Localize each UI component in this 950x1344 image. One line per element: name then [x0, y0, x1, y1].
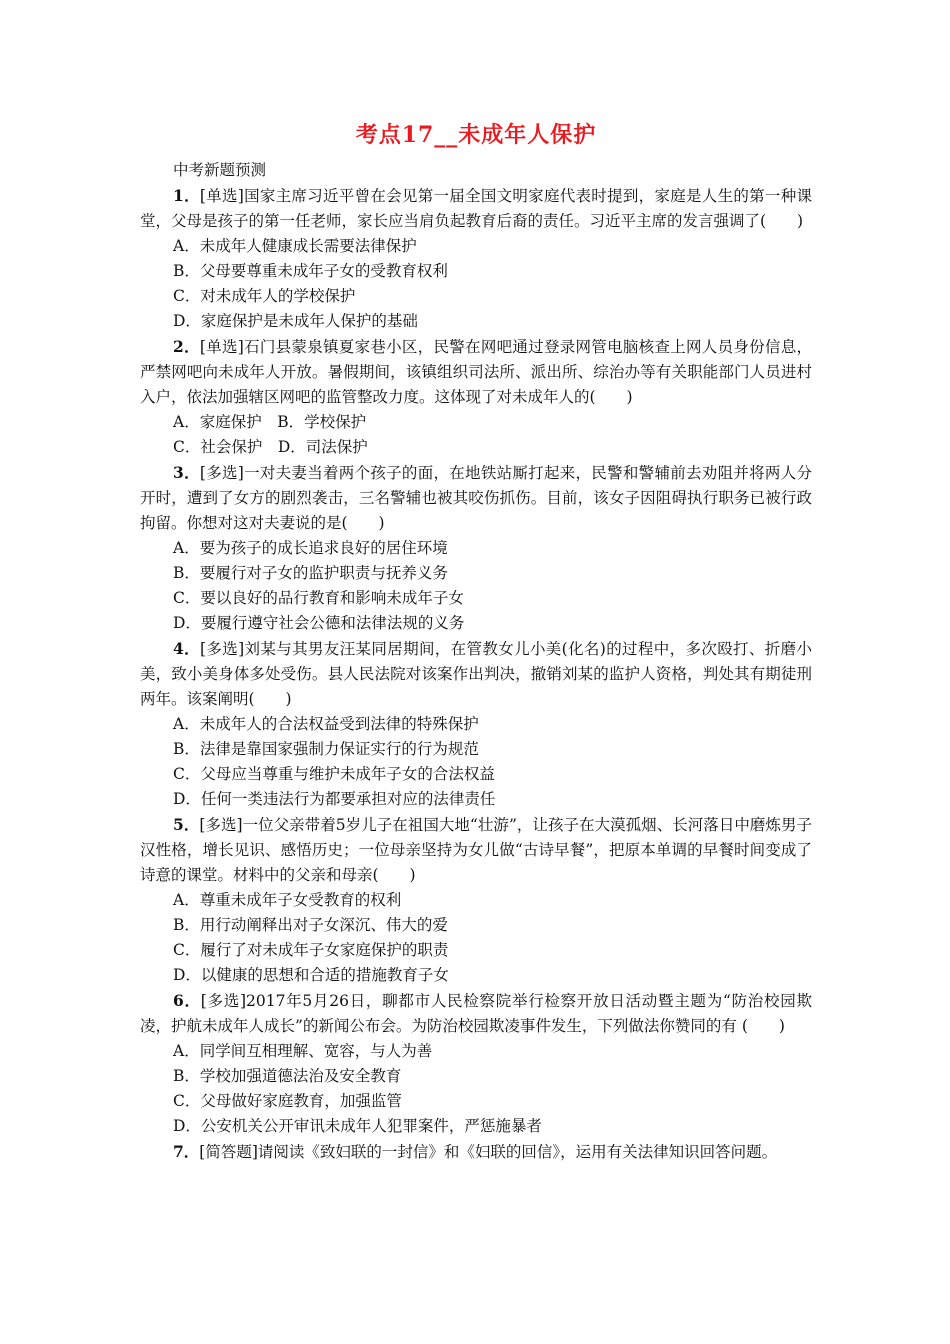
document-page	[140, 118, 812, 1165]
option-b: B．法律是靠国家强制力保证实行的行为规范	[173, 740, 479, 758]
option-d: D．家庭保护是未成年人保护的基础	[173, 312, 418, 330]
question-number: 1．	[173, 186, 200, 205]
option-d: D．以健康的思想和合适的措施教育子女	[173, 966, 449, 984]
question-6	[140, 988, 812, 1139]
question-number: 4．	[173, 639, 200, 658]
question-stem: [单选]石门县蒙泉镇夏家巷小区，民警在网吧通过登录网管电脑核查上网人员身份信息，严禁网吧向未成年人开放。暑假期间，该镇组织司法所、派出所、综治办等有关职能部门人员进村入户，依法加强辖区网吧的监管整改力度。这体现了对未成年人的( )	[140, 338, 812, 406]
question-stem: [多选]刘某与其男友汪某同居期间，在管教女儿小美(化名)的过程中，多次殴打、折磨小美，致小美身体多处受伤。县人民法院对该案作出判决，撤销刘某的监护人资格，判处其有期徒刑两年。该案阐明( )	[140, 640, 812, 708]
question-1	[140, 183, 812, 334]
option-ab: A．家庭保护 B．学校保护	[173, 413, 367, 431]
option-a: A．未成年人健康成长需要法律保护	[173, 237, 417, 255]
option-c: C．父母应当尊重与维护未成年子女的合法权益	[173, 765, 495, 783]
option-b: B．要履行对子女的监护职责与抚养义务	[173, 564, 448, 582]
page-title: 考点17__未成年人保护	[355, 122, 597, 148]
question-number: 3．	[173, 463, 200, 482]
option-d: D．要履行遵守社会公德和法律法规的义务	[173, 614, 465, 632]
option-c: C．对未成年人的学校保护	[173, 287, 356, 305]
question-number: 6．	[173, 991, 201, 1010]
question-2	[140, 334, 812, 460]
section-heading: 中考新题预测	[173, 161, 267, 179]
option-c: C．履行了对未成年子女家庭保护的职责	[173, 941, 449, 959]
option-d: D．任何一类违法行为都要承担对应的法律责任	[173, 790, 496, 808]
question-stem: [简答题]请阅读《致妇联的一封信》和《妇联的回信》，运用有关法律知识回答问题。	[199, 1143, 778, 1161]
option-a: A．尊重未成年子女受教育的权利	[173, 891, 402, 909]
question-number: 2．	[173, 337, 200, 356]
question-stem: [多选]一对夫妻当着两个孩子的面，在地铁站厮打起来，民警和警辅前去劝阻并将两人分开时，遭到了女方的剧烈袭击，三名警辅也被其咬伤抓伤。目前，该女子因阻碍执行职务已被行政拘留。你想对这对夫妻说的是( )	[140, 464, 812, 532]
question-3	[140, 460, 812, 636]
question-5	[140, 812, 812, 988]
question-stem: [多选]一位父亲带着5岁儿子在祖国大地“壮游”，让孩子在大漠孤烟、长河落日中磨炼男子汉性格，增长见识、感悟历史；一位母亲坚持为女儿做“古诗早餐”，把原本单调的早餐时间变成了诗意的课堂。材料中的父亲和母亲( )	[140, 816, 812, 884]
question-stem: [多选]2017年5月26日，聊都市人民检察院举行检察开放日活动暨主题为“防治校园欺凌，护航未成年人成长”的新闻公布会。为防治校园欺凌事件发生，下列做法你赞同的有 ( )	[140, 992, 812, 1035]
option-a: A．同学间互相理解、宽容，与人为善	[173, 1042, 433, 1060]
option-b: B．学校加强道德法治及安全教育	[173, 1067, 402, 1085]
option-a: A．未成年人的合法权益受到法律的特殊保护	[173, 715, 479, 733]
option-b: B．用行动阐释出对子女深沉、伟大的爱	[173, 916, 448, 934]
question-number: 5．	[173, 815, 200, 834]
option-b: B．父母要尊重未成年子女的受教育权利	[173, 262, 448, 280]
question-7	[140, 1139, 812, 1165]
question-stem: [单选]国家主席习近平曾在会见第一届全国文明家庭代表时提到，家庭是人生的第一种课堂，父母是孩子的第一任老师，家长应当肩负起教育后裔的责任。习近平主席的发言强调了( )	[140, 187, 812, 230]
question-number: 7．	[173, 1142, 200, 1161]
option-a: A．要为孩子的成长追求良好的居住环境	[173, 539, 448, 557]
option-cd: C．社会保护 D．司法保护	[173, 438, 368, 456]
option-c: C．父母做好家庭教育，加强监管	[173, 1092, 402, 1110]
option-c: C．要以良好的品行教育和影响未成年子女	[173, 589, 464, 607]
question-4	[140, 636, 812, 812]
option-d: D．公安机关公开审讯未成年人犯罪案件，严惩施暴者	[173, 1117, 542, 1135]
